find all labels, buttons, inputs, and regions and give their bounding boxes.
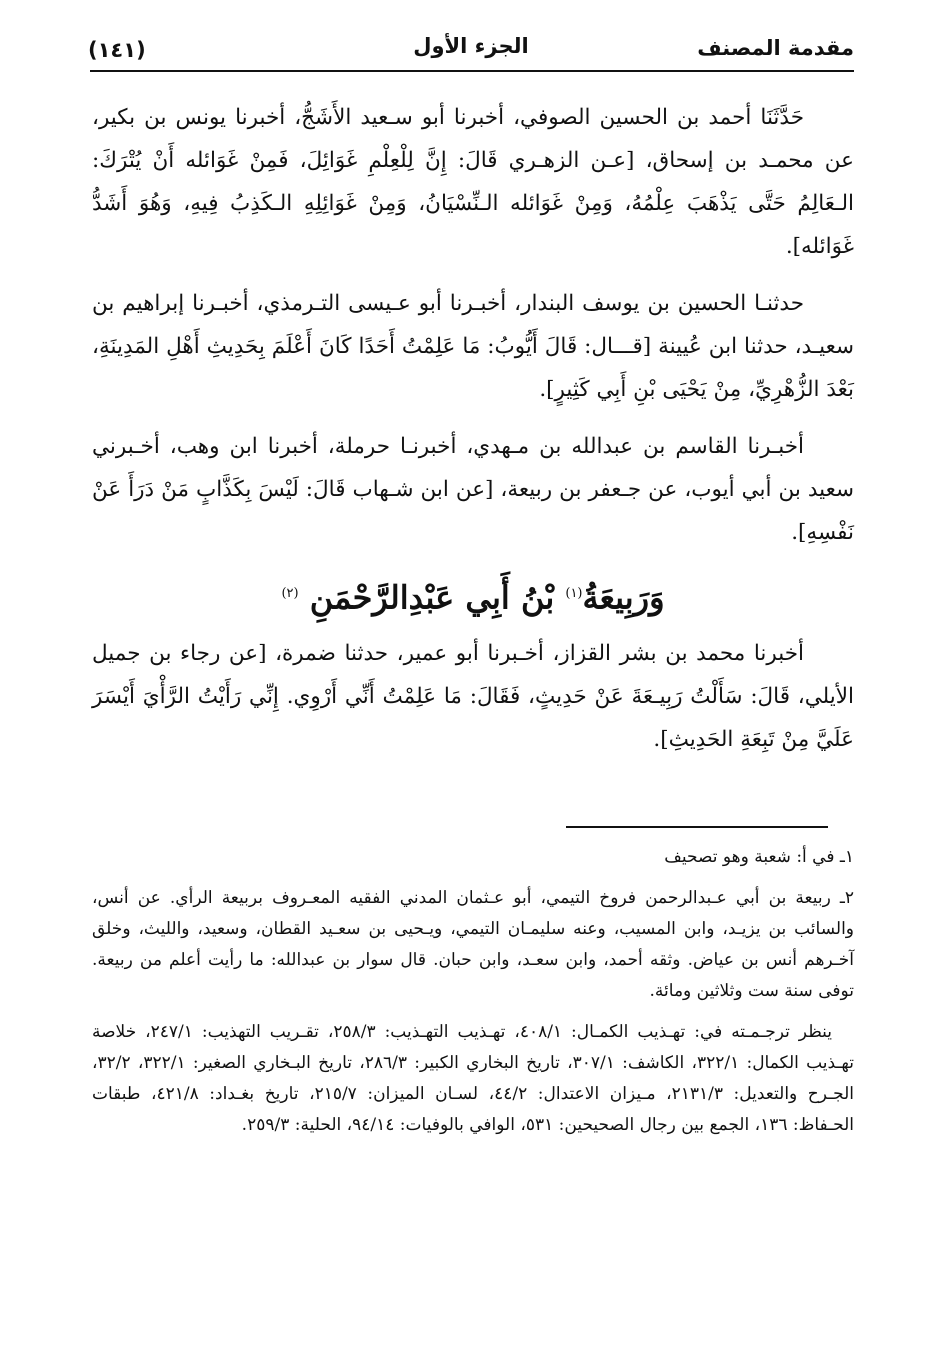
footnote-2: ٢ـ ربيعة بن أبي عـبدالرحمن فروخ التيمي، أبو عـثمان المدني الفقيه المعـروف بربيعة الرأي. عن أنس، والسائب بن يزيـد، وابن المسيب، وعنه سليمـان التيمي، ويـحيى بن سعـيد القطان، وسعيد، والليث، وخلق آخـرهم أنس بن عياض. وثقه أحمد، وابن سعـد، وابن حبان. قال سوار بن عبدالله: ما رأيت أعلم من ربيعة. توفى سنة ست وثلاثين ومائة. [92, 888, 854, 1001]
footnote-marker-1: (١) [565, 586, 583, 601]
hadith-paragraph-2: حدثنـا الحسين بن يوسف البندار، أخبـرنا أبو عـيسى التـرمذي، أخبـرنا إبراهيم بن سعيـد، حدثنا ابن عُيينة [قـــال: قَالَ أَيُّوبُ: مَا عَلِمْتُ أَحَدًا كَانَ أَعْلَمَ بِحَدِيثِ أَهْلِ المَدِينَةِ، بَعْدَ الزُّهْرِيِّ، مِنْ يَحْيَى بْنِ أَبِي كَثِيرٍ]. [92, 291, 854, 402]
footnote-marker-2: (٢) [281, 586, 299, 601]
footnote-2-references: ينظر ترجـمـته في: تهـذيب الكمـال: ٤٠٨/١، تهـذيب التهـذيب: ٢٥٨/٣، تقـريب التهذيب: ٢٤٧/١، خلاصة تهـذيب الكمال: ٣٢٢/١، الكاشف: ٣٠٧/١، تاريخ البخاري الكبير: ٢٨٦/٣، تاريخ البـخاري الصغير: ٣٢٢/١، ٣٢/٢، الجـرح والتعديل: ٢١٣١/٣، مـيزان الاعتدال: ٤٤/٢، لسـان الميزان: ٢١٥/٧، تاريخ بغـداد: ٤٢١/٨، طبقات الحـفاظ: ١٣٦، الجمع بين رجال الصحيحين: ٥٣١، الوافي بالوفيات: ٩٤/١٤، الحلية: ٢٥٩/٣. [92, 1022, 855, 1135]
header-divider [90, 70, 854, 72]
hadith-paragraph-3: أخبـرنا القاسم بن عبدالله بن مـهدي، أخبرنـا حرملة، أخبرنا ابن وهب، أخـبرني سعيد بن أبي أيوب، عن جـعفر بن ربيعة، [عن ابن شـهاب قَالَ: لَيْسَ بِكَذَّابٍ مَنْ دَرَأَ عَنْ نَفْسِهِ]. [92, 434, 854, 545]
hadith-paragraph-1: حَدَّثَنَا أحمد بن الحسين الصوفي، أخبرنا أبو سـعيد الأَشَجُّ، أخبرنا يونس بن بكير، عن محمـد بن إسحاق، [عـن الزهـري قَالَ: إِنَّ لِلْعِلْمِ غَوَائِلَ، فَمِنْ غَوَائله أَنْ يُتْرَكَ: الـعَالِمُ حَتَّى يَذْهَبَ عِلْمُهُ، وَمِنْ غَوَائله الـنِّسْيَانُ، وَمِنْ غَوَائِلِهِ الـكَذِبُ فِيهِ، وَهُوَ أَشَدُّ غَوَائله]. [92, 105, 854, 259]
page-number: (١٤١) [88, 38, 146, 62]
section-heading [92, 568, 854, 624]
book-title: مقدمة المصنف [697, 36, 854, 60]
main-text [92, 96, 854, 775]
footnote-divider [566, 826, 828, 828]
heading-prefix: وَرَبِيعَةُ [582, 578, 665, 617]
hadith-paragraph-4: أخبرنا محمد بن بشر القزاز، أخـبرنا أبو عمير، حدثنا ضمرة، [عن رجاء بن جميل الأيلي، قَالَ: سَأَلْتُ رَبِيـعَةَ عَنْ حَدِيثٍ، فَقَالَ: مَا عَلِمْتُ أَنِّي أَرْوِي. إِنِّي رَأَيْتُ الرَّأْيَ أَيْسَرَ عَلَيَّ مِنْ تَبِعَةِ الحَدِيثِ]. [92, 640, 854, 752]
heading-suffix: بْنُ أَبِي عَبْدِالرَّحْمَنِ [309, 578, 555, 617]
footnotes [92, 842, 854, 1151]
part-label: الجزء الأول [413, 34, 529, 58]
page-header [88, 30, 854, 70]
footnote-1: ١ـ في أ: شعبة وهو تصحيف [664, 847, 854, 867]
